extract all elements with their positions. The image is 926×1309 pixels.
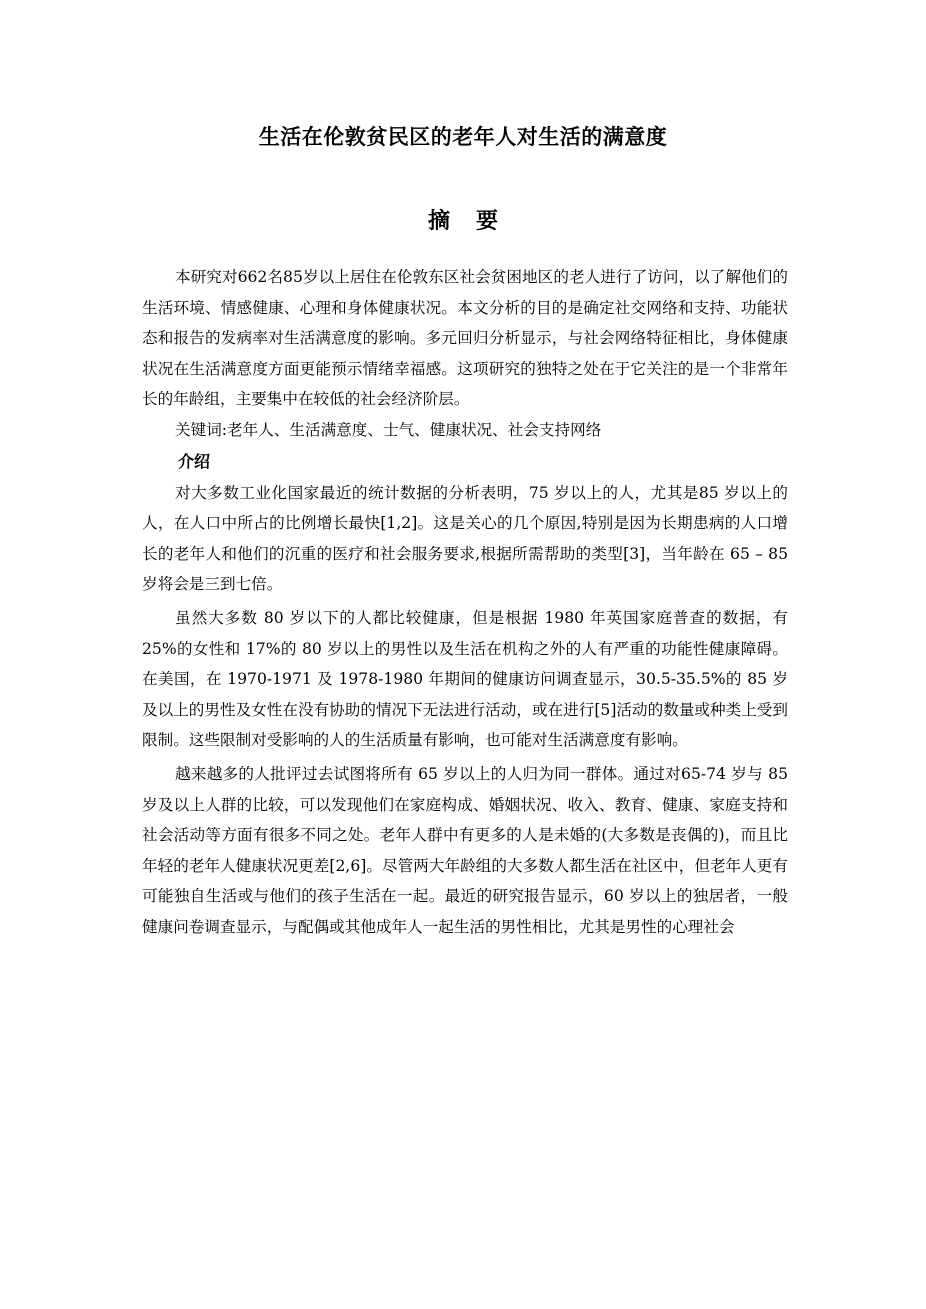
abstract-heading (0, 205, 926, 239)
abstract-heading-part1: 摘 (427, 209, 450, 234)
document-body (142, 262, 788, 942)
document-title: 生活在伦敦贫民区的老年人对生活的满意度 (258, 125, 668, 149)
introduction-heading: 介绍 (178, 451, 211, 471)
abstract-heading-part2: 要 (476, 209, 499, 234)
abstract-paragraph: 本研究对662名85岁以上居住在伦敦东区社会贫困地区的老人进行了访问，以了解他们的生活环境、情感健康、心理和身体健康状况。本文分析的目的是确定社交网络和支持、功能状态和报告的发病率对生活满意度的影响。多元回归分析显示，与社会网络特征相比，身体健康状况在生活满意度方面更能预示情绪幸福感。这项研究的独特之处在于它关注的是一个非常年长的年龄组，主要集中在较低的社会经济阶层。 (142, 268, 788, 409)
intro-paragraph-1: 对大多数工业化国家最近的统计数据的分析表明，75 岁以上的人，尤其是85 岁以上的人，在人口中所占的比例增长最快[1,2]。这是关心的几个原因,特别是因为长期患病的人口增长的老年人和他们的沉重的医疗和社会服务要求,根据所需帮助的类型[3]，当年龄在 65 – 85 岁将会是三到七倍。 (142, 483, 788, 594)
intro-paragraph-3: 越来越多的人批评过去试图将所有 65 岁以上的人归为同一群体。通过对65-74 岁与 85 岁及以上人群的比较，可以发现他们在家庭构成、婚姻状况、收入、教育、健康、家庭支持和社会活动等方面有很多不同之处。老年人群中有更多的人是未婚的(大多数是丧偶的)，而且比年轻的老年人健康状况更差[2,6]。尽管两大年龄组的大多数人都生活在社区中，但老年人更有可能独自生活或与他们的孩子生活在一起。最近的研究报告显示，60 岁以上的独居者，一般健康问卷调查显示，与配偶或其他成年人一起生活的男性相比，尤其是男性的心理社会 (142, 764, 788, 936)
intro-paragraph-2: 虽然大多数 80 岁以下的人都比较健康，但是根据 1980 年英国家庭普查的数据，有 25%的女性和 17%的 80 岁以上的男性以及生活在机构之外的人有严重的功能性健康障碍。在美国，在 1970-1971 及 1978-1980 年期间的健康访问调查显示，30.5-35.5%的 85 岁及以上的男性及女性在没有协助的情况下无法进行活动，或在进行[5]活动的数量或种类上受到限制。这些限制对受影响的人的生活质量有影响，也可能对生活满意度有影响。 (142, 608, 788, 750)
keywords-line: 关键词:老年人、生活满意度、士气、健康状况、社会支持网络 (175, 420, 602, 439)
